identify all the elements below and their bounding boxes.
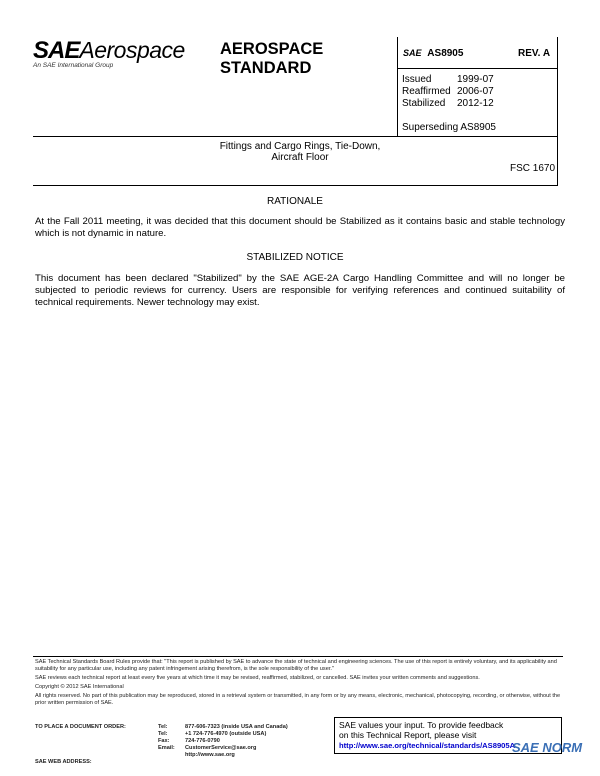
document-type-line1: AEROSPACE bbox=[220, 40, 324, 58]
contact-row bbox=[158, 752, 288, 759]
superseding-note: Superseding AS8905 bbox=[402, 122, 496, 133]
contact-row bbox=[158, 724, 288, 731]
contact-list bbox=[158, 724, 288, 759]
date-value: 2006-07 bbox=[457, 86, 494, 97]
title-line1: Fittings and Cargo Rings, Tie-Down, bbox=[219, 141, 381, 152]
footer-rights: All rights reserved. No part of this publication may be reproduced, stored in a retrieval system or transmitted, in any form or by any means, electronic, mechanical, photocopying, recording, or otherwise, without the prior written permission of SAE. bbox=[35, 693, 561, 706]
contact-label: Tel: bbox=[158, 731, 168, 737]
stabilized-heading: STABILIZED NOTICE bbox=[246, 252, 344, 263]
contact-row bbox=[158, 738, 288, 745]
document-type-line2: STANDARD bbox=[220, 59, 312, 77]
feedback-line1: SAE values your input. To provide feedback bbox=[339, 720, 504, 730]
fsc-code: FSC 1670 bbox=[510, 163, 556, 174]
footer-copyright: Copyright © 2012 SAE International bbox=[35, 684, 124, 690]
footer-rule bbox=[33, 656, 563, 657]
feedback-link[interactable]: http://www.sae.org/technical/standards/AS8905A bbox=[339, 741, 516, 750]
date-value: 2012-12 bbox=[457, 98, 494, 109]
contact-value: 724-776-0790 bbox=[185, 738, 220, 744]
title-rule-top bbox=[33, 136, 557, 137]
feedback-line2: on this Technical Report, please visit bbox=[339, 730, 477, 740]
contact-row bbox=[158, 731, 288, 738]
document-number: AS8905 bbox=[427, 48, 464, 59]
contact-value[interactable]: CustomerService@sae.org bbox=[185, 745, 257, 751]
sae-norm-watermark: SAE NORM bbox=[512, 740, 583, 755]
contact-value: 877-606-7323 (inside USA and Canada) bbox=[185, 724, 288, 730]
rationale-heading: RATIONALE bbox=[267, 196, 323, 207]
rationale-text: At the Fall 2011 meeting, it was decided that this document should be Stabilized as it contains basic and stable technology which is not dynamic in nature. bbox=[35, 216, 565, 239]
footer-board-rules: SAE Technical Standards Board Rules provide that: "This report is published by SAE to advance the state of technical and engineering sciences. The use of this report is entirely voluntary, and its applicability and suitability for any particular use, including any patent infringement arising therefrom, is the sole responsibility of the user." bbox=[35, 659, 557, 672]
sae-website-link[interactable]: http://www.sae.org bbox=[185, 752, 235, 758]
date-row bbox=[402, 98, 494, 110]
dates-block bbox=[402, 74, 494, 110]
logo-sae-text: SAE bbox=[33, 37, 80, 64]
date-label: Reaffirmed bbox=[402, 86, 451, 97]
contact-label: Email: bbox=[158, 745, 175, 751]
stabilized-text: This document has been declared "Stabilized" by the SAE AGE-2A Cargo Handling Committee and will no longer be subjected to periodic reviews for currency. Users are responsible for verifying references and continued suitability of technical requirements. Newer technology may exist. bbox=[35, 273, 565, 308]
contact-row bbox=[158, 745, 288, 752]
contact-label: Fax: bbox=[158, 738, 170, 744]
date-label: Issued bbox=[402, 74, 432, 85]
document-type bbox=[220, 40, 323, 78]
logo-subtitle: An SAE International Group bbox=[33, 62, 114, 69]
date-value: 1999-07 bbox=[457, 74, 494, 85]
date-row bbox=[402, 74, 494, 86]
contact-value: +1 724-776-4970 (outside USA) bbox=[185, 731, 267, 737]
header-rule bbox=[397, 68, 557, 69]
web-address-label: SAE WEB ADDRESS: bbox=[35, 759, 92, 765]
doc-sae-logo: SAE bbox=[403, 48, 422, 58]
date-row bbox=[402, 86, 494, 98]
revision-label: REV. A bbox=[518, 48, 551, 59]
footer-review-note: SAE reviews each technical report at least every five years at which time it may be revised, reaffirmed, stabilized, or cancelled. SAE invites your written comments and suggestions. bbox=[35, 675, 480, 681]
sae-aerospace-logo bbox=[33, 37, 208, 77]
contact-label: Tel: bbox=[158, 724, 168, 730]
footer bbox=[35, 659, 565, 707]
document-number-row bbox=[403, 48, 463, 59]
date-label: Stabilized bbox=[402, 98, 446, 109]
logo-aerospace-text: Aerospace bbox=[79, 37, 185, 63]
title-line2: Aircraft Floor bbox=[271, 152, 329, 163]
header-right-border bbox=[557, 37, 558, 186]
order-label: TO PLACE A DOCUMENT ORDER: bbox=[35, 724, 126, 730]
document-title bbox=[150, 141, 450, 163]
title-rule-bottom bbox=[33, 185, 557, 186]
header-divider bbox=[397, 37, 398, 136]
